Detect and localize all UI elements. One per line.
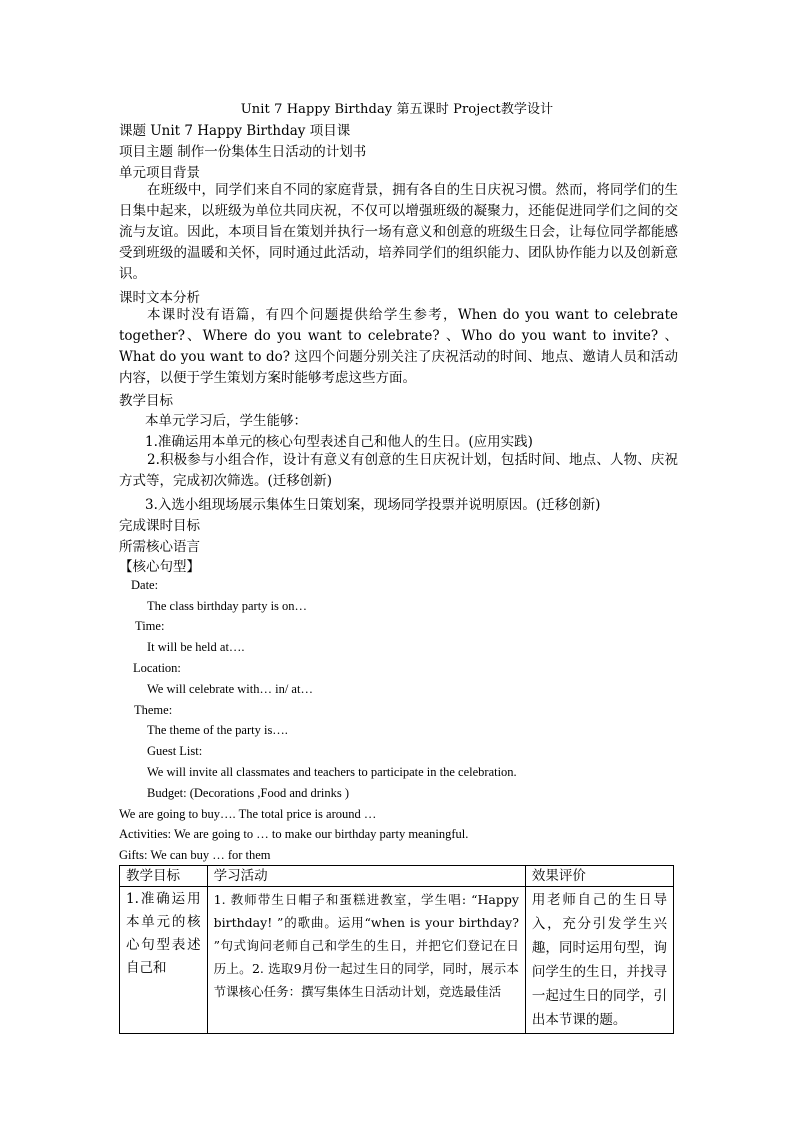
lesson-topic: 课题 Unit 7 Happy Birthday 项目课 (119, 123, 351, 139)
text-analysis-text: 本课时没有语篇，有四个问题提供给学生参考，When do you want to celebrate together?、Where do you want to celebrate? 、Who do you want to invite? 、What do you want to do? 这四个问题分别关注了庆祝活动的时间、地点、邀请人员和活动内容，以便于学生策划方案时能够考虑这些方面。 (119, 307, 678, 386)
theme-label: Theme: (134, 703, 173, 717)
unit-background-text: 在班级中，同学们来自不同的家庭背景，拥有各自的生日庆祝习惯。然而，将同学们的生日集中起来，以班级为单位共同庆祝，不仅可以增强班级的凝聚力，还能促进同学们之间的交流与友谊。因此，本项目旨在策划并执行一场有意义和创意的班级生日会，让每位同学都能感受到班级的温暖和关怀，同时通过此活动，培养同学们的组织能力、团队协作能力以及创新意识。 (119, 182, 678, 282)
text-analysis-heading: 课时文本分析 (119, 290, 200, 306)
table-cell-evaluation: 用老师自己的生日导入，充分引发学生兴趣，同时运用句型，询问学生的生日，并找寻一起过生日的同学，引出本节课的题。 (531, 892, 667, 1028)
guest-label: Guest List: (147, 744, 203, 758)
complete-goal-heading: 完成课时目标 (119, 518, 200, 534)
table-cell-goal: 1.准确运用本单元的核心句型表述自己和 (126, 891, 201, 976)
buy-text: We are going to buy…. The total price is around … (119, 807, 377, 821)
objective-item-3: 3.入选小组现场展示集体生日策划案，现场同学投票并说明原因。(迁移创新) (145, 497, 601, 513)
budget-label: Budget: (Decorations ,Food and drinks ) (147, 786, 350, 800)
core-patterns-heading: 【核心句型】 (119, 559, 200, 575)
project-theme: 项目主题 制作一份集体生日活动的计划书 (119, 144, 367, 160)
location-text: We will celebrate with… in/ at… (147, 682, 313, 696)
time-label: Time: (135, 619, 165, 633)
table-header-evaluation: 效果评价 (525, 866, 673, 887)
objective-item-2: 2.积极参与小组合作，设计有意义有创意的生日庆祝计划，包括时间、地点、人物、庆祝方式等，完成初次筛选。(迁移创新) (119, 452, 678, 489)
unit-background-heading: 单元项目背景 (119, 165, 200, 181)
location-label: Location: (133, 661, 181, 675)
document-title: Unit 7 Happy Birthday 第五课时 Project教学设计 (240, 102, 554, 117)
table-header-row (120, 866, 674, 887)
activities-text: Activities: We are going to … to make our birthday party meaningful. (119, 827, 469, 841)
lesson-plan-table (119, 865, 674, 1034)
objectives-heading: 教学目标 (119, 393, 173, 409)
table-header-activity: 学习活动 (207, 866, 525, 887)
date-text: The class birthday party is on… (147, 599, 308, 613)
table-cell-activity: 1. 教师带生日帽子和蛋糕进教室，学生唱: “Happy birthday! ”的歌曲。运用“when is your birthday? ”句式询问老师自己和学生的生日，并把它们登记在日历上。2. 选取9月份一起过生日的同学，同时，展示本节课核心任务：撰写集体生日活动计划，竞选最佳活 (213, 892, 519, 999)
table-header-goal: 教学目标 (120, 866, 208, 887)
objectives-intro: 本单元学习后，学生能够： (145, 413, 307, 429)
gifts-text: Gifts: We can buy … for them (119, 848, 271, 862)
core-language-heading: 所需核心语言 (119, 539, 200, 555)
date-label: Date: (131, 578, 159, 592)
guest-text: We will invite all classmates and teachers to participate in the celebration. (147, 765, 517, 779)
table-row (120, 887, 674, 1034)
theme-text: The theme of the party is…. (147, 723, 288, 737)
objective-item-1: 1.准确运用本单元的核心句型表述自己和他人的生日。(应用实践) (145, 434, 533, 450)
time-text: It will be held at…. (147, 640, 245, 654)
